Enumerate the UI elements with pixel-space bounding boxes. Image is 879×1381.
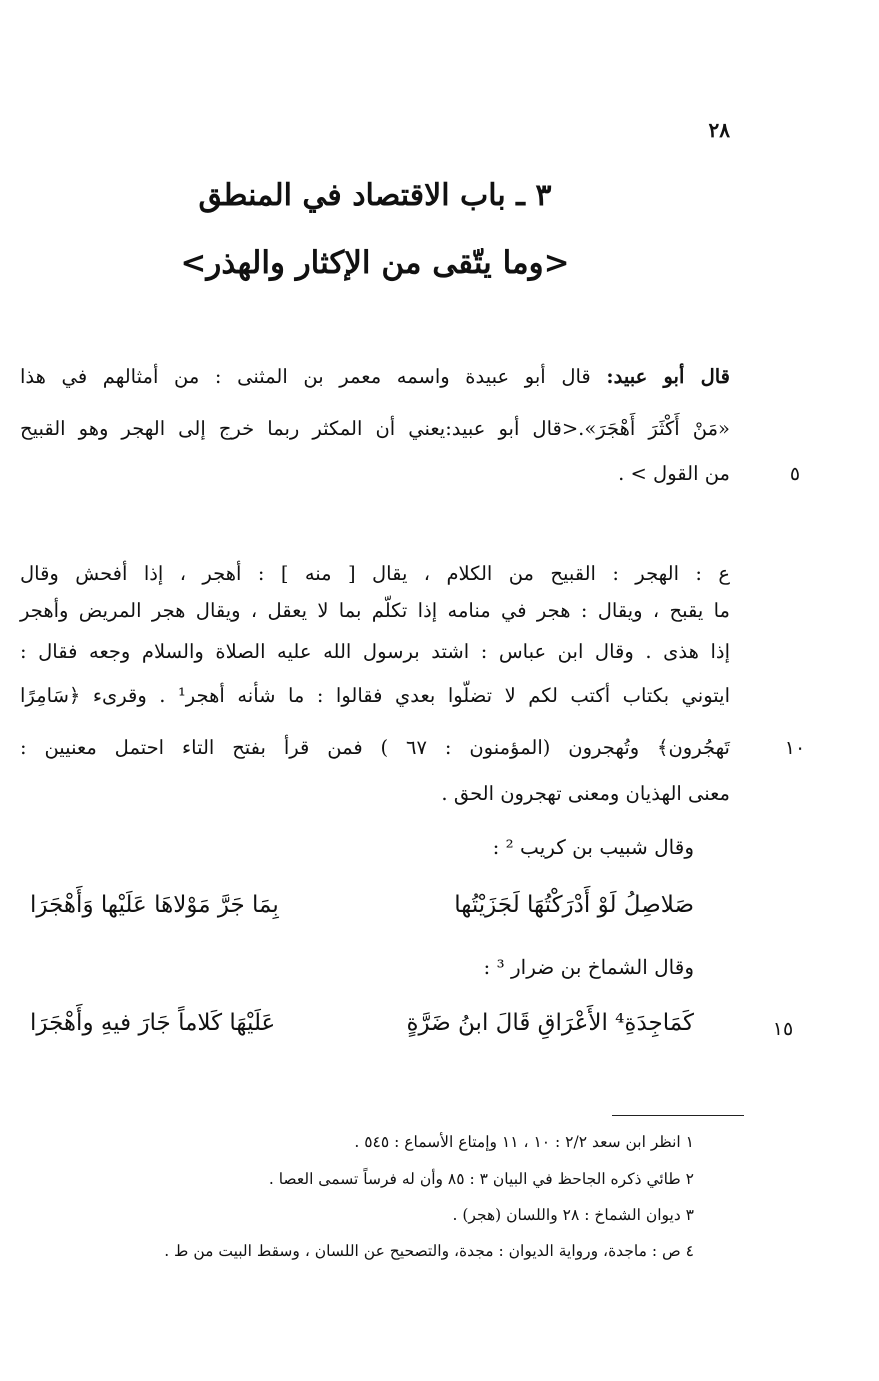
footnote-4: ٤ ص : ماجدة، ورواية الديوان : مجدة، والتصحيح عن اللسان ، وسقط البيت من ط . xyxy=(164,1242,694,1260)
paragraph1-line-1-text: قال أبو عبيدة واسمه معمر بن المثنى : من أمثالهم في هذا xyxy=(20,365,607,388)
paragraph1-line-3: من القول > . xyxy=(618,462,730,485)
page-number: ٢٨ xyxy=(708,118,730,142)
poem1-intro: وقال شبيب بن كريب ² : xyxy=(492,835,694,859)
paragraph2-line-4: ايتوني بكتاب أكتب لكم لا تضلّوا بعدي فقالوا : ما شأنه أهجر¹ . وقرىء ﴿سَامِرًا xyxy=(20,684,730,707)
footnote-3: ٣ ديوان الشماخ : ٢٨ واللسان (هجر) . xyxy=(452,1206,694,1224)
paragraph1-line-1 xyxy=(20,362,730,392)
paragraph2-line-3: إذا هذى . وقال ابن عباس : اشتد برسول الله عليه الصلاة والسلام وجعه فقال : xyxy=(20,640,730,663)
paragraph2-line-6: معنى الهذيان ومعنى تهجرون الحق . xyxy=(441,782,730,805)
paragraph1-line-2: «مَنْ أَكْثَرَ أَهْجَرَ».<قال أبو عبيد:يعني أن المكثر ربما خرج إلى الهجر وهو القبيح xyxy=(20,417,730,440)
footnote-2: ٢ طائي ذكره الجاحظ في البيان ٣ : ٨٥ وأن له فرساً تسمى العصا . xyxy=(268,1170,694,1188)
margin-line-number-15: ١٥ xyxy=(772,1018,794,1040)
paragraph2-line-2: ما يقبح ، ويقال : هجر في منامه إذا تكلّم بما لا يعقل ، ويقال هجر المريض وأهجر xyxy=(20,599,730,622)
chapter-title: ٣ ـ باب الاقتصاد في المنطق xyxy=(198,178,552,213)
poem1-hemistich-left: بِمَا جَرَّ مَوْلاهَا عَلَيْها وَأَهْجَرَا xyxy=(30,892,279,918)
margin-line-number-5: ٥ xyxy=(789,463,801,485)
poem2-hemistich-left: عَلَيْهَا كَلاماً جَارَ فيهِ وأَهْجَرَا xyxy=(30,1010,276,1036)
poem2-verse xyxy=(30,1010,694,1036)
poem2-hemistich-right: كَمَاجِدَةِ⁴ الأَعْرَاقِ قَالَ ابنُ ضَرَّةٍ xyxy=(406,1010,694,1036)
poem1-hemistich-right: صَلاصِلُ لَوْ أَدْرَكْتُهَا لَجَزَيْتُها xyxy=(454,892,694,918)
footnote-1: ١ انظر ابن سعد ٢/٢ : ١٠ ، ١١ وإمتاع الأسماع : ٥٤٥ . xyxy=(354,1133,694,1151)
margin-line-number-10: ١٠ xyxy=(784,737,806,759)
poem1-verse xyxy=(30,892,694,918)
chapter-subtitle: <وما يتّقى من الإكثار والهذر> xyxy=(180,245,570,281)
paragraph1-lead: قال أبو عبيد: xyxy=(606,365,731,388)
footnote-separator xyxy=(612,1115,744,1116)
paragraph2-line-5: تَهجُرون﴾ وتُهجرون (المؤمنون : ٦٧ ) فمن قرأ بفتح التاء احتمل معنيين : xyxy=(20,736,730,759)
paragraph2-line-1: ع : الهجر : القبيح من الكلام ، يقال [ منه ] : أهجر ، إذا أفحش وقال xyxy=(20,562,730,585)
poem2-intro: وقال الشماخ بن ضرار ³ : xyxy=(483,955,694,979)
